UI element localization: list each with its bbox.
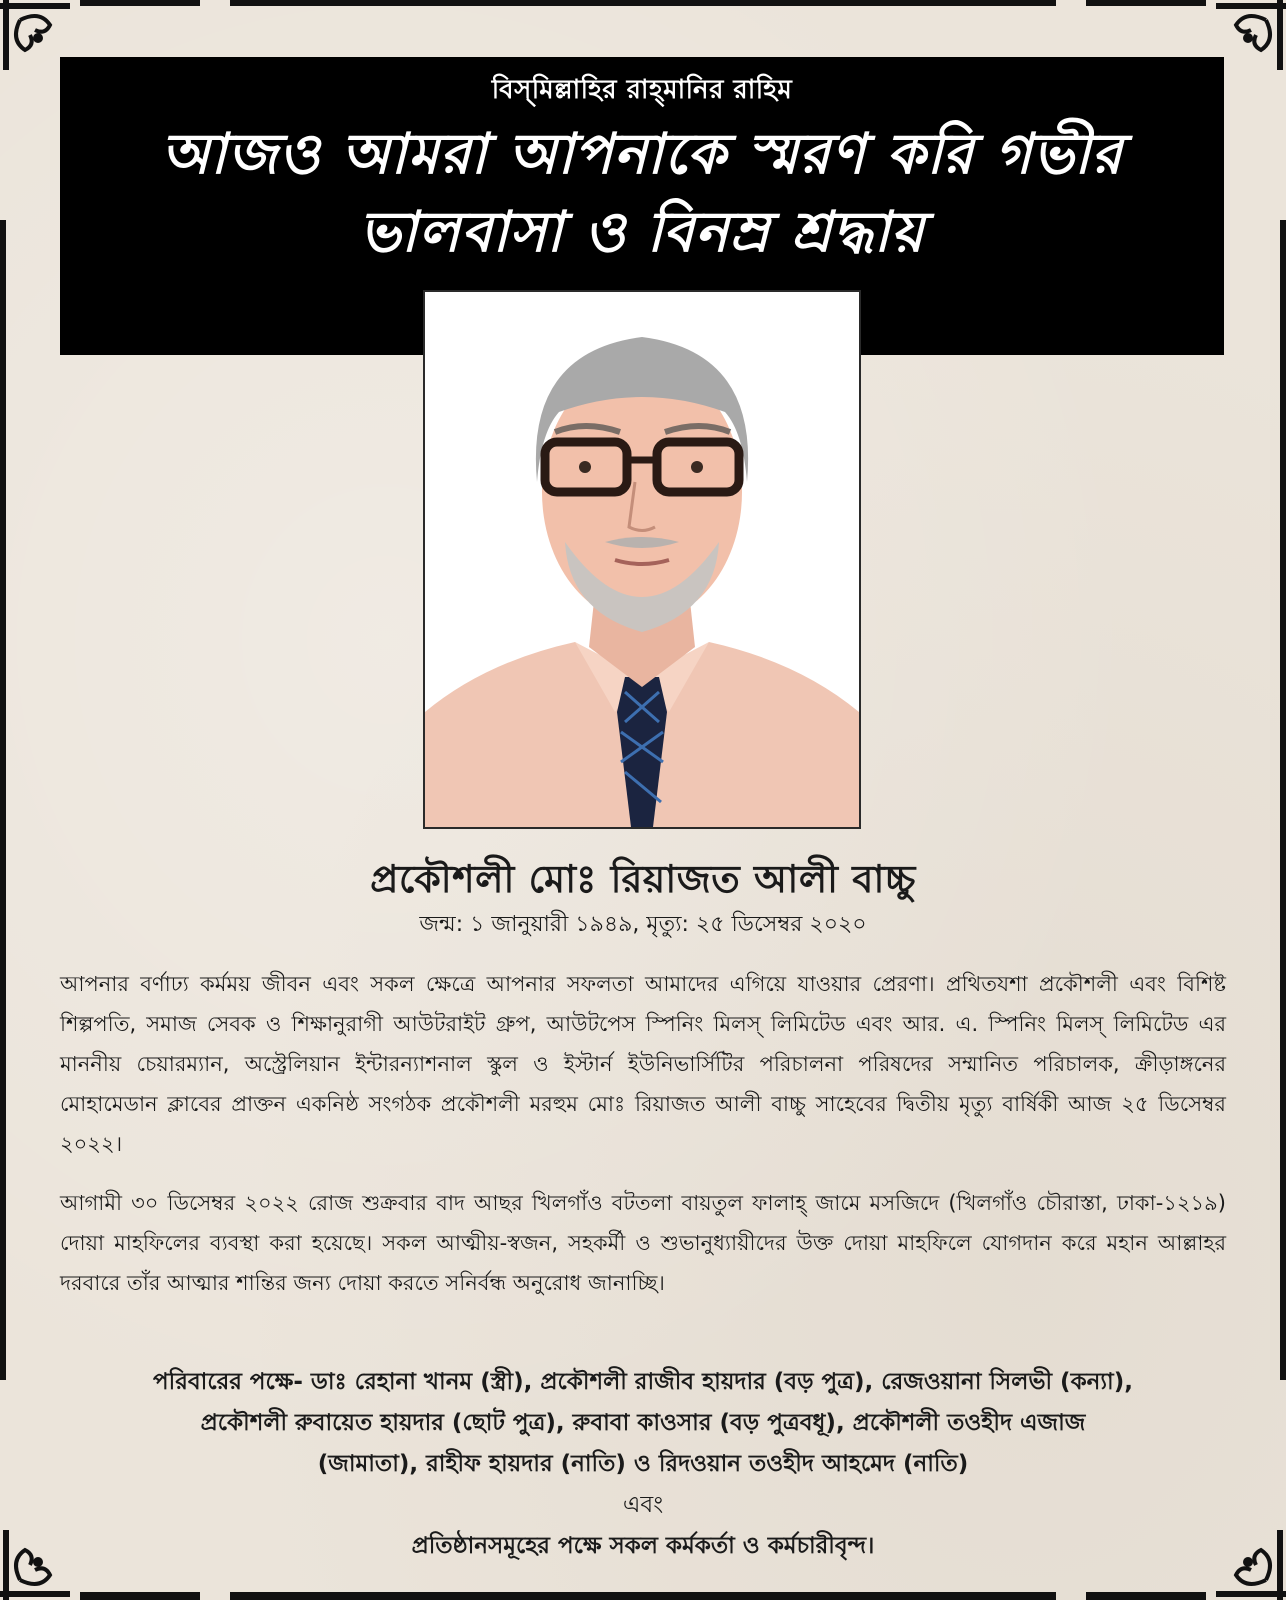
portrait-photo (425, 292, 859, 827)
border-bottom-left-segment (80, 1592, 200, 1600)
border-right (1280, 220, 1286, 1380)
family-line-1: পরিবারের পক্ষে- ডাঃ রেহানা খানম (স্ত্রী), প্রকৌশলী রাজীব হায়দার (বড় পুত্র), রেজওয়ানা সিলভী (কন্যা), (153, 1369, 1133, 1395)
border-bottom (230, 1592, 1056, 1600)
border-top (230, 0, 1056, 6)
border-top-right-segment (1086, 0, 1206, 6)
conjunction-text: এবং (622, 1492, 664, 1518)
headline-line-2: ভালবাসা ও বিনম্র শ্রদ্ধায় (359, 199, 925, 265)
border-bottom-right-segment (1086, 1592, 1206, 1600)
border-top-left-segment (80, 0, 200, 6)
family-signatories (60, 1362, 1226, 1567)
headline-line-1: আজও আমরা আপনাকে স্মরণ করি গভীর (161, 121, 1123, 187)
prayer-announcement-paragraph: আগামী ৩০ ডিসেম্বর ২০২২ রোজ শুক্রবার বাদ আছর খিলগাঁও বটতলা বায়তুল ফালাহ্ জামে মসজিদে (খিলগাঁও চৌরাস্তা, ঢাকা-১২১৯) দোয়া মাহফিলের ব্যবস্থা করা হয়েছে। সকল আত্মীয়-স্বজন, সহকর্মী ও শুভানুধ্যায়ীদের উক্ত দোয়া মাহফিলে যোগদান করে মহান আল্লাহর দরবারে তাঁর আত্মার শান্তির জন্য দোয়া করতে সনির্বন্ধ অনুরোধ জানাচ্ছি। (60, 1191, 1226, 1295)
birth-death-dates: জন্ম: ১ জানুয়ারী ১৯৪৯, মৃত্যু: ২৫ ডিসেম্বর ২০২০ (419, 912, 867, 937)
portrait-illustration (425, 292, 859, 827)
bismillah-text: বিস্‌মিল্লাহির রাহ্‌মানির রাহিম (491, 75, 793, 105)
deceased-name: প্রকৌশলী মোঃ রিয়াজত আলী বাচ্চু (370, 857, 916, 901)
family-line-2: প্রকৌশলী রুবায়েত হায়দার (ছোট পুত্র), রুবাবা কাওসার (বড় পুত্রবধূ), প্রকৌশলী তওহীদ এজাজ (200, 1410, 1086, 1436)
organization-line: প্রতিষ্ঠানসমূহের পক্ষে সকল কর্মকর্তা ও কর্মচারীবৃন্দ। (411, 1533, 875, 1559)
tribute-paragraph: আপনার বর্ণাঢ্য কর্মময় জীবন এবং সকল ক্ষেত্রে আপনার সফলতা আমাদের এগিয়ে যাওয়ার প্রেরণা। প্রথিতযশা প্রকৌশলী এবং বিশিষ্ট শিল্পপতি, সমাজ সেবক ও শিক্ষানুরাগী আউটরাইট গ্রুপ, আউটপেস স্পিনিং মিলস্ লিমিটেড এবং আর. এ. স্পিনিং মিলস্ লিমিটেড এর মাননীয় চেয়ারম্যান, অস্ট্রেলিয়ান ইন্টারন্যাশনাল স্কুল ও ইস্টার্ন ইউনিভার্সিটির পরিচালনা পরিষদের সম্মানিত পরিচালক, ক্রীড়াঙ্গনের মোহামেডান ক্লাবের প্রাক্তন একনিষ্ঠ সংগঠক প্রকৌশলী মরহুম মোঃ রিয়াজত আলী বাচ্চু সাহেবের দ্বিতীয় মৃত্যু বার্ষিকী আজ ২৫ ডিসেম্বর ২০২২। (60, 972, 1226, 1156)
family-line-3: (জামাতা), রাহীফ হায়দার (নাতি) ও রিদওয়ান তওহীদ আহমেদ (নাতি) (317, 1451, 969, 1477)
border-left (0, 220, 6, 1380)
